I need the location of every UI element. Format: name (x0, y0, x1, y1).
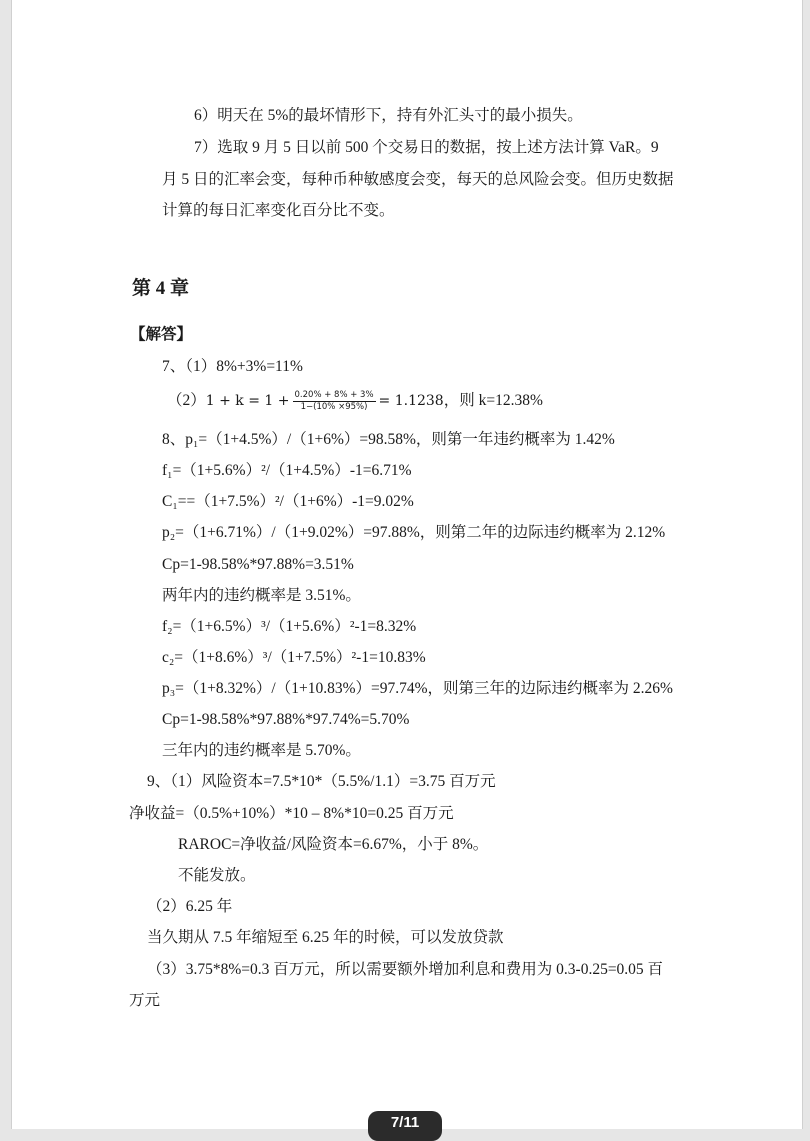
text-line: p₂=（1+6.71%）/（1+9.02%）=97.88%，则第二年的边际违约概率为 2.12% (162, 524, 666, 541)
fraction-numerator: 0.20% + 8% + 3% (294, 390, 374, 400)
text-line: 计算的每日汇率变化百分比不变。 (162, 202, 395, 219)
text-line: 三年内的违约概率是 5.70%。 (162, 742, 361, 759)
text-line: f₂=（1+6.5%）³/（1+5.6%）²-1=8.32% (162, 618, 417, 635)
text-line: 6）明天在 5%的最坏情形下，持有外汇头寸的最小损失。 (194, 107, 583, 124)
text-line: Cp=1-98.58%*97.88%=3.51% (162, 556, 354, 573)
formula-fraction (293, 390, 376, 413)
text-line: 月 5 日的汇率会变，每种币种敏感度会变，每天的总风险会变。但历史数据 (162, 171, 674, 188)
text-line: 万元 (129, 992, 161, 1009)
answer-heading: 【解答】 (130, 326, 193, 343)
formula-lhs: 1 + k = 1 + (205, 393, 290, 410)
text-line: 7）选取 9 月 5 日以前 500 个交易日的数据，按上述方法计算 VaR。9 (194, 139, 659, 156)
text-line: f₁=（1+5.6%）²/（1+4.5%）-1=6.71% (162, 462, 412, 479)
chapter-heading: 第 4 章 (132, 278, 190, 299)
text-line: 9、（1）风险资本=7.5*10*（5.5%/1.1）=3.75 百万元 (147, 773, 496, 790)
text-line: （3）3.75*8%=0.3 百万元，所以需要额外增加利息和费用为 0.3-0.25=0.05 百 (147, 961, 664, 978)
formula-line (167, 390, 543, 413)
formula-suffix: ，则 k=12.38% (443, 392, 543, 410)
text-line: c₂=（1+8.6%）³/（1+7.5%）²-1=10.83% (162, 649, 426, 666)
text-line: 净收益=（0.5%+10%）*10 – 8%*10=0.25 百万元 (129, 805, 454, 822)
text-line: （2）6.25 年 (147, 898, 233, 915)
text-line: RAROC=净收益/风险资本=6.67%，小于 8%。 (178, 836, 489, 853)
text-line: p₃=（1+8.32%）/（1+10.83%）=97.74%，则第三年的边际违约概率为 2.26% (162, 680, 673, 697)
text-line: 两年内的违约概率是 3.51%。 (162, 587, 361, 604)
text-line: 8、p₁=（1+4.5%）/（1+6%）=98.58%，则第一年违约概率为 1.42% (162, 431, 615, 448)
fraction-denominator: 1−(10% ×95%) (300, 402, 368, 412)
text-line: 不能发放。 (178, 867, 256, 884)
text-line: C₁==（1+7.5%）²/（1+6%）-1=9.02% (162, 493, 414, 510)
formula-rhs: = 1.1238 (378, 393, 444, 410)
page-indicator: 7/11 (368, 1111, 442, 1141)
formula-prefix: （2） (167, 392, 206, 410)
document-page (11, 0, 803, 1129)
text-line: 7、（1）8%+3%=11% (162, 358, 303, 375)
text-line: Cp=1-98.58%*97.88%*97.74%=5.70% (162, 711, 410, 728)
text-line: 当久期从 7.5 年缩短至 6.25 年的时候，可以发放贷款 (147, 929, 504, 946)
